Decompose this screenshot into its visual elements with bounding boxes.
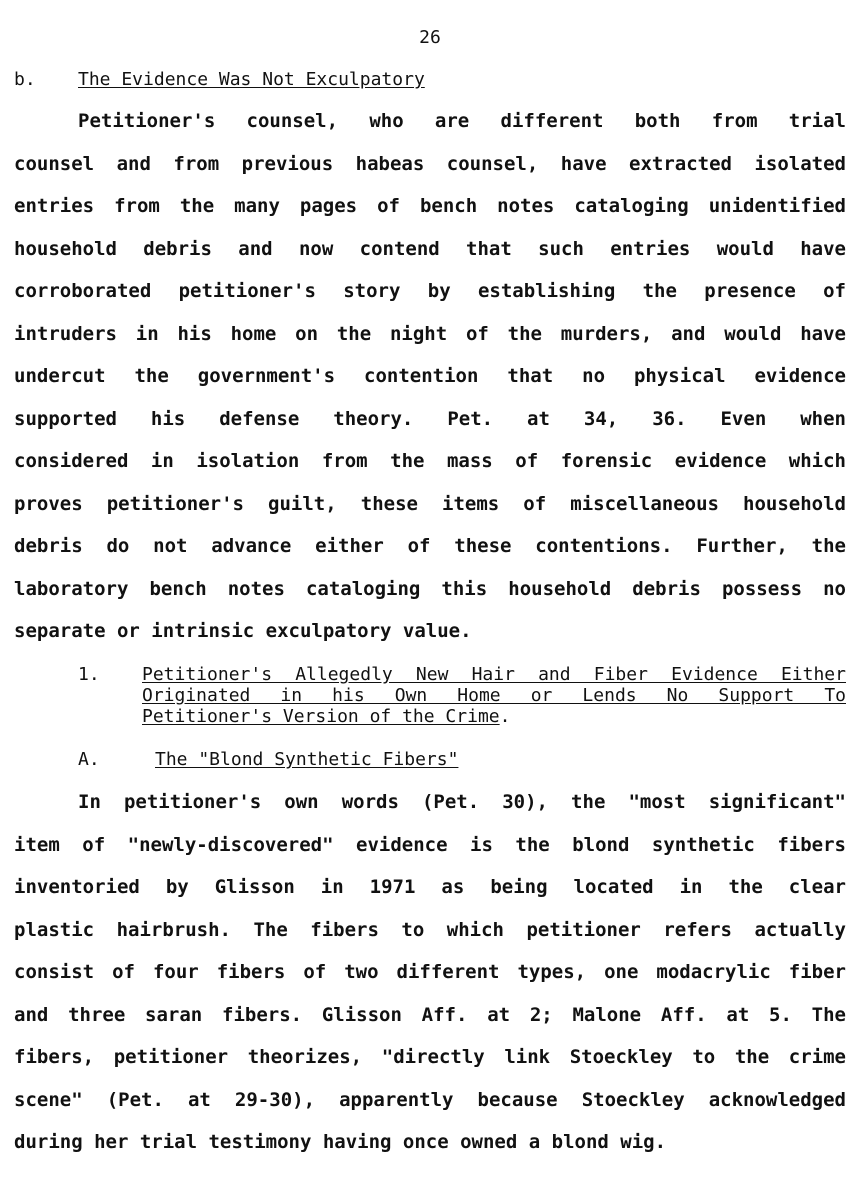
paragraph-line: entries from the many pages of bench notes cataloging unidentified: [14, 195, 846, 217]
paragraph-line: household debris and now contend that such entries would have: [14, 237, 846, 260]
subheading-marker: A.: [78, 749, 100, 770]
subheading-marker: 1.: [78, 664, 100, 685]
paragraph-line: item of "newly-discovered" evidence is the blond synthetic fibers: [14, 833, 846, 856]
subheading-line: Petitioner's Allegedly New Hair and Fiber Evidence Either: [142, 664, 846, 685]
body-paragraph-2: [14, 781, 846, 1164]
paragraph-line: considered in isolation from the mass of forensic evidence which: [14, 450, 846, 472]
subheading-line: Petitioner's Version of the Crime.: [142, 706, 511, 727]
paragraph-line: and three saran fibers. Glisson Aff. at 2; Malone Aff. at 5. The: [14, 1003, 846, 1026]
subheading-line: Originated in his Own Home or Lends No Support To: [142, 685, 846, 706]
paragraph-line: laboratory bench notes cataloging this household debris possess no: [14, 577, 846, 600]
page-number: 26: [419, 27, 441, 48]
paragraph-line: separate or intrinsic exculpatory value.: [14, 620, 472, 642]
paragraph-line: scene" (Pet. at 29-30), apparently because Stoeckley acknowledged: [14, 1088, 846, 1111]
section-heading-b: [14, 69, 844, 91]
paragraph-line: supported his defense theory. Pet. at 34, 36. Even when: [14, 407, 846, 430]
subheading-a: [78, 749, 846, 771]
paragraph-line: Petitioner's counsel, who are different both from trial: [78, 110, 846, 132]
paragraph-line: consist of four fibers of two different types, one modacrylic fiber: [14, 961, 846, 983]
paragraph-line: undercut the government's contention that no physical evidence: [14, 365, 846, 387]
paragraph-line: counsel and from previous habeas counsel, have extracted isolated: [14, 152, 846, 175]
paragraph-line: proves petitioner's guilt, these items of miscellaneous household: [14, 492, 846, 515]
paragraph-line: debris do not advance either of these contentions. Further, the: [14, 535, 846, 557]
subheading-title: The "Blond Synthetic Fibers": [155, 749, 459, 770]
paragraph-line: inventoried by Glisson in 1971 as being located in the clear: [14, 876, 846, 898]
paragraph-line: In petitioner's own words (Pet. 30), the "most significant": [78, 791, 846, 813]
section-marker: b.: [14, 69, 36, 90]
paragraph-line: corroborated petitioner's story by establishing the presence of: [14, 280, 846, 302]
section-title: The Evidence Was Not Exculpatory: [78, 69, 425, 90]
body-paragraph-1: [14, 100, 846, 653]
paragraph-line: fibers, petitioner theorizes, "directly link Stoeckley to the crime: [14, 1046, 846, 1068]
paragraph-line: during her trial testimony having once owned a blond wig.: [14, 1131, 667, 1153]
paragraph-line: plastic hairbrush. The fibers to which petitioner refers actually: [14, 918, 846, 941]
paragraph-line: intruders in his home on the night of the murders, and would have: [14, 322, 846, 345]
subheading-text: [142, 664, 846, 727]
